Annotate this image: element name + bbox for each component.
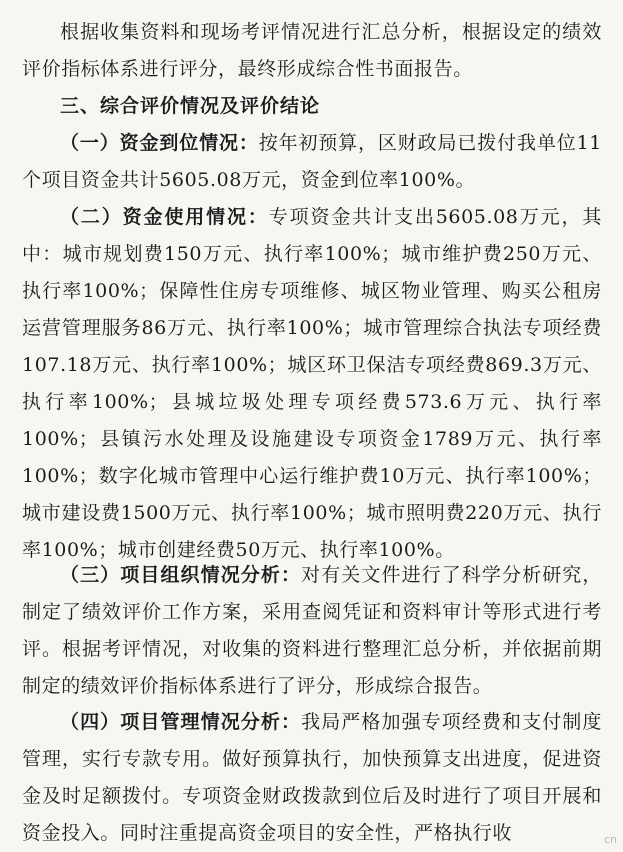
project-organization-paragraph	[22, 557, 602, 705]
section-heading-text: 三、综合评价情况及评价结论	[60, 95, 321, 117]
intro-text: 根据收集资料和现场考评情况进行汇总分析，根据设定的绩效评价指标体系进行评分，最终形成综合性书面报告。	[22, 21, 602, 80]
funds-arrival-paragraph	[22, 125, 602, 199]
funds-usage-paragraph	[22, 199, 602, 569]
project-management-text: 我局严格加强专项经费和支付制度管理，实行专款专用。做好预算执行，加快预算支出进度，促进资金及时足额拨付。专项资金财政拨款到位后及时进行了项目开展和资金投入。同时注重提高资金项目的安全性，严格执行收	[22, 711, 602, 844]
funds-arrival-text: 按年初预算，区财政局已拨付我单位11个项目资金共计5605.08万元，资金到位率100%。	[22, 132, 602, 191]
watermark-text: cn	[603, 833, 617, 846]
intro-paragraph	[22, 14, 602, 88]
funds-usage-text: 专项资金共计支出5605.08万元，其中：城市规划费150万元、执行率100%；城市维护费250万元、执行率100%；保障性住房专项维修、城区物业管理、购买公租房运营管理服务86万元、执行率100%；城市管理综合执法专项经费107.18万元、执行率100%；城区环卫保洁专项经费869.3万元、执行率100%；县城垃圾处理专项经费573.6万元、执行率100%；县镇污水处理及设施建设专项资金1789万元、执行率100%；数字化城市管理中心运行维护费10万元、执行率100%；城市建设费1500万元、执行率100%；城市照明费220万元、执行率100%；城市创建经费50万元、执行率100%。	[22, 206, 602, 561]
project-organization-heading: （三）项目组织情况分析：	[60, 564, 302, 586]
funds-arrival-heading: （一）资金到位情况：	[60, 132, 259, 154]
project-organization-text: 对有关文件进行了科学分析研究，制定了绩效评价工作方案，采用查阅凭证和资料审计等形式进行考评。根据考评情况，对收集的资料进行整理汇总分析，并依据前期制定的绩效评价指标体系进行了评分，形成综合报告。	[22, 564, 602, 697]
section-heading	[22, 88, 602, 125]
funds-usage-heading: （二）资金使用情况：	[60, 206, 269, 228]
project-management-paragraph	[22, 704, 602, 852]
project-management-heading: （四）项目管理情况分析：	[60, 711, 302, 733]
